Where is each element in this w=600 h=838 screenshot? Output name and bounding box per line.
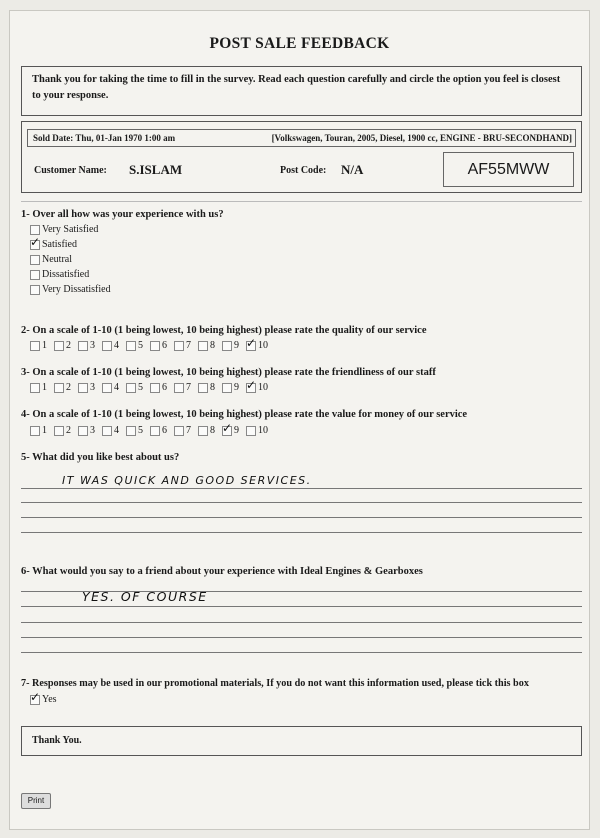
answer-line	[21, 517, 582, 518]
q1-option-label: Dissatisfied	[42, 269, 90, 280]
q4-option-label: 10	[258, 425, 268, 436]
q2-option-label: 8	[210, 340, 215, 351]
q4-option-label: 1	[42, 425, 47, 436]
q3-option-label: 4	[114, 382, 119, 393]
q3-option[interactable]	[246, 377, 270, 394]
checkbox[interactable]	[198, 426, 208, 436]
customer-name-value: S.ISLAM	[129, 162, 183, 177]
checkbox[interactable]	[102, 383, 112, 393]
q1-option[interactable]	[30, 268, 89, 281]
q3-option-label: 10	[258, 382, 268, 393]
checkbox[interactable]	[222, 383, 232, 393]
checkbox[interactable]	[30, 341, 40, 351]
intro-box	[21, 66, 582, 116]
q1-option[interactable]	[30, 223, 98, 236]
q7-option-label: Yes	[42, 694, 57, 705]
checkbox[interactable]	[126, 383, 136, 393]
checkbox[interactable]	[78, 426, 88, 436]
checkbox[interactable]	[30, 426, 40, 436]
q4-option[interactable]	[150, 424, 174, 437]
q3-option[interactable]	[102, 381, 126, 394]
q2-option[interactable]	[126, 339, 150, 352]
q3-option[interactable]	[78, 381, 102, 394]
check-mark-icon: ✓	[246, 335, 257, 350]
checkbox[interactable]	[54, 341, 64, 351]
q4-option[interactable]	[246, 424, 270, 437]
check-mark-icon: ✓	[222, 420, 233, 435]
q4-option[interactable]	[102, 424, 126, 437]
intro-text: Thank you for taking the time to fill in the survey. Read each question carefully and circle the option you feel is closest to your response.	[32, 74, 561, 101]
q4-option-label: 3	[90, 425, 95, 436]
sold-row	[27, 129, 576, 147]
checkbox-checked[interactable]	[222, 420, 233, 436]
q3-option[interactable]	[54, 381, 78, 394]
q2-option[interactable]	[54, 339, 78, 352]
divider	[21, 201, 582, 202]
checkbox[interactable]	[174, 426, 184, 436]
q4-option[interactable]	[222, 420, 246, 437]
q3-option-label: 7	[186, 382, 191, 393]
q5-handwritten-answer: IT WAS QUICK AND GOOD SERVICES.	[62, 474, 312, 487]
q4-question: 4- On a scale of 1-10 (1 being lowest, 10 being highest) please rate the value for money of our service	[21, 409, 468, 420]
q2-option[interactable]	[102, 339, 126, 352]
q4-option-label: 6	[162, 425, 167, 436]
q1-option-label: Neutral	[42, 254, 72, 265]
checkbox[interactable]	[150, 383, 160, 393]
q2-option-label: 4	[114, 340, 119, 351]
q1-option[interactable]	[30, 253, 72, 266]
post-code-label: Post Code:	[280, 165, 327, 176]
q3-option-label: 8	[210, 382, 215, 393]
vehicle-details-box	[21, 121, 582, 193]
checkbox[interactable]	[150, 426, 160, 436]
q3-option-label: 2	[66, 382, 71, 393]
checkbox[interactable]	[150, 341, 160, 351]
q3-option[interactable]	[30, 381, 54, 394]
checkbox[interactable]	[102, 341, 112, 351]
q4-option-label: 8	[210, 425, 215, 436]
q5-question: 5- What did you like best about us?	[21, 452, 180, 463]
q4-option[interactable]	[54, 424, 78, 437]
print-button[interactable]: Print	[21, 793, 51, 809]
answer-line	[21, 637, 582, 638]
checkbox[interactable]	[78, 341, 88, 351]
checkbox[interactable]	[126, 341, 136, 351]
q2-option[interactable]	[150, 339, 174, 352]
registration-plate: AF55MWW	[443, 152, 574, 187]
checkbox[interactable]	[198, 341, 208, 351]
thanks-box	[21, 726, 582, 756]
q2-option-label: 1	[42, 340, 47, 351]
q3-option-label: 9	[234, 382, 239, 393]
q4-option[interactable]	[198, 424, 222, 437]
checkbox[interactable]	[174, 383, 184, 393]
checkbox[interactable]	[30, 225, 40, 235]
checkbox[interactable]	[102, 426, 112, 436]
q1-question: 1- Over all how was your experience with us?	[21, 209, 224, 220]
check-mark-icon: ✓	[30, 234, 41, 249]
q1-option[interactable]	[30, 283, 111, 296]
q2-option-label: 6	[162, 340, 167, 351]
q2-option-label: 3	[90, 340, 95, 351]
checkbox-checked[interactable]	[246, 335, 257, 351]
q2-option-label: 7	[186, 340, 191, 351]
thanks-text: Thank You.	[32, 735, 82, 746]
q6-question: 6- What would you say to a friend about your experience with Ideal Engines & Gearboxes	[21, 566, 423, 577]
q2-option-label: 2	[66, 340, 71, 351]
q2-option[interactable]	[174, 339, 198, 352]
answer-line	[21, 606, 582, 607]
check-mark-icon: ✓	[246, 377, 257, 392]
q3-question: 3- On a scale of 1-10 (1 being lowest, 10 being highest) please rate the friendliness of our staff	[21, 367, 436, 378]
form-title: POST SALE FEEDBACK	[209, 35, 390, 52]
checkbox[interactable]	[54, 383, 64, 393]
q2-option[interactable]	[78, 339, 102, 352]
q2-option-label: 10	[258, 340, 268, 351]
checkbox-checked[interactable]	[30, 234, 41, 250]
q6-handwritten-answer: YES. OF COURSE	[82, 589, 208, 604]
q4-option[interactable]	[30, 424, 54, 437]
q2-scale	[30, 335, 270, 352]
checkbox[interactable]	[30, 255, 40, 265]
checkbox[interactable]	[174, 341, 184, 351]
q4-option-label: 2	[66, 425, 71, 436]
q4-option[interactable]	[174, 424, 198, 437]
q4-option-label: 9	[234, 425, 239, 436]
q3-option[interactable]	[150, 381, 174, 394]
q3-option-label: 3	[90, 382, 95, 393]
checkbox[interactable]	[222, 341, 232, 351]
q3-option[interactable]	[198, 381, 222, 394]
checkbox[interactable]	[78, 383, 88, 393]
q2-option[interactable]	[222, 339, 246, 352]
checkbox[interactable]	[30, 383, 40, 393]
checkbox-checked[interactable]	[246, 377, 257, 393]
checkbox[interactable]	[198, 383, 208, 393]
q4-scale	[30, 420, 270, 437]
q7-option[interactable]	[30, 689, 57, 706]
answer-line	[21, 532, 582, 533]
customer-name-label: Customer Name:	[34, 165, 107, 176]
checkbox[interactable]	[30, 285, 40, 295]
checkbox[interactable]	[54, 426, 64, 436]
q2-option-label: 5	[138, 340, 143, 351]
q3-option[interactable]	[126, 381, 150, 394]
checkbox[interactable]	[126, 426, 136, 436]
q4-option-label: 5	[138, 425, 143, 436]
q2-option[interactable]	[198, 339, 222, 352]
answer-line	[21, 488, 582, 489]
q2-option[interactable]	[30, 339, 54, 352]
vehicle-description: [Volkswagen, Touran, 2005, Diesel, 1900 cc, ENGINE - BRU-SECONDHAND]	[271, 133, 572, 143]
q2-question: 2- On a scale of 1-10 (1 being lowest, 10 being highest) please rate the quality of our service	[21, 325, 427, 336]
q3-option-label: 5	[138, 382, 143, 393]
checkbox[interactable]	[246, 426, 256, 436]
q7-question: 7- Responses may be used in our promotional materials, If you do not want this information used, please tick this box	[21, 678, 529, 689]
feedback-form	[9, 10, 590, 830]
answer-line	[21, 502, 582, 503]
post-code-value: N/A	[341, 162, 364, 177]
q3-option[interactable]	[174, 381, 198, 394]
q1-option-label: Very Satisfied	[42, 224, 99, 235]
q3-scale	[30, 377, 270, 394]
q4-option-label: 7	[186, 425, 191, 436]
q2-option-label: 9	[234, 340, 239, 351]
answer-line	[21, 652, 582, 653]
sold-date: Sold Date: Thu, 01-Jan 1970 1:00 am	[33, 133, 176, 143]
checkbox-checked[interactable]	[30, 689, 41, 705]
checkbox[interactable]	[30, 270, 40, 280]
check-mark-icon: ✓	[30, 689, 41, 704]
q2-option[interactable]	[246, 335, 270, 352]
answer-line	[21, 622, 582, 623]
q4-option[interactable]	[126, 424, 150, 437]
q1-option[interactable]	[30, 234, 77, 251]
q4-option-label: 4	[114, 425, 119, 436]
q3-option[interactable]	[222, 381, 246, 394]
q3-option-label: 1	[42, 382, 47, 393]
q1-option-label: Very Dissatisfied	[42, 284, 111, 295]
q3-option-label: 6	[162, 382, 167, 393]
q1-option-label: Satisfied	[42, 239, 77, 250]
q4-option[interactable]	[78, 424, 102, 437]
